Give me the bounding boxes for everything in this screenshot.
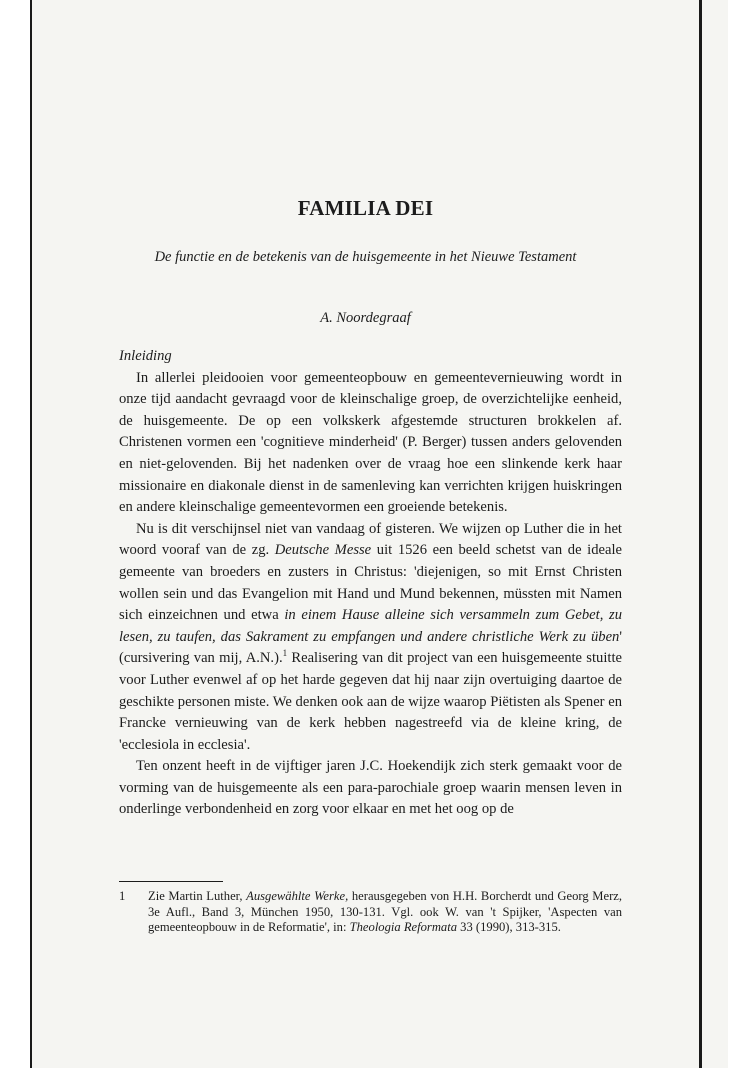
paragraph-2-italic-2: in einem Hause alleine sich versammeln zum Gebet, zu lesen, zu taufen, das Sakrament zu empfangen und andere christliche Werk zu üben xyxy=(119,607,622,645)
footnote-text xyxy=(148,889,622,936)
footnote-text-2: herausgegeben von H.H. Borcherdt und Georg Merz, 3e Aufl., Band 3, München 1950, 130-131. Vgl. ook W. van 't Spijker, 'Aspecten van gemeenteopbouw in de Reformatie', in: xyxy=(148,889,622,934)
article-subtitle: De functie en de betekenis van de huisgemeente in het Nieuwe Testament xyxy=(154,249,577,265)
paragraph-2-text-2: uit 1526 een beeld schetst van de ideale gemeente van broeders en zusters in Christus: 'diejenigen, so mit Ernst Christen wollen sein und das Evangelion mit Hand und Mund bekennen, müssten mit Namen sich einzeichnen und etwa xyxy=(119,542,623,624)
footnote-text-3: 33 (1990), 313-315. xyxy=(457,920,561,934)
footnote-separator xyxy=(119,881,223,882)
paragraph-3: Ten onzent heeft in de vijftiger jaren J.C. Hoekendijk zich sterk gemaakt voor de vorming van de huisgemeente als een para-parochiale groep waarin mensen leven in onderlinge verbondenheid en zorg voor elkaar en met het oog op de xyxy=(119,758,622,818)
paragraph-2-text-1: Nu is dit verschijnsel niet van vandaag of gisteren. We wijzen op Luther die in het woord vooraf van de zg. xyxy=(119,520,622,559)
footnote xyxy=(119,889,622,936)
scan-margin-right xyxy=(728,0,738,1068)
section-heading: Inleiding xyxy=(119,348,172,364)
paragraph-2 xyxy=(119,519,622,757)
footnote-reference: 1 xyxy=(282,648,288,659)
article-title: FAMILIA DEI xyxy=(297,196,434,220)
paragraph-2-text-3: ' (cursivering van mij, A.N.). xyxy=(119,628,622,667)
article-body xyxy=(119,346,622,821)
paragraph-1: In allerlei pleidooien voor gemeenteopbouw en gemeentevernieuwing wordt in onze tijd aandacht gevraagd voor de kleinschalige groep, de overzichtelijke eenheid, de huisgemeente. De op een volkskerk afgestemde structuren brokkelen af. Christenen vormen een 'cognitieve minderheid' (P. Berger) tussen anders gelovenden en niet-gelovenden. Bij het nadenken over de vraag hoe een slinkende kerk haar missionaire en diakonale dienst in de samenleving kan verrichten krijgen huiskringen en andere kleinschalige gemeentevormen een groeiende betekenis. xyxy=(119,369,622,516)
footnote-italic-2: Theologia Reformata xyxy=(349,920,458,934)
footnote-number: 1 xyxy=(119,889,126,903)
page-border-right xyxy=(699,0,702,1068)
paragraph-2-text-4: Realisering van dit project van een huisgemeente stuitte voor Luther evenwel af op het harde gegeven dat hij naar zijn overtuiging daartoe de geschikte personen miste. We denken ook aan de wijze waarop Piëtisten als Spener en Francke vernieuwing van de kerk hebben nagestreefd via de kleine kring, de 'ecclesiola in ecclesia'. xyxy=(119,650,622,753)
scan-margin-left xyxy=(0,0,30,1068)
paragraph-2-italic-1: Deutsche Messe xyxy=(274,542,372,559)
footnote-italic-1: Ausgewählte Werke, xyxy=(246,889,349,903)
footnote-text-1: Zie Martin Luther, xyxy=(148,889,247,903)
page-border-left xyxy=(30,0,32,1068)
article-author: A. Noordegraaf xyxy=(320,310,411,326)
